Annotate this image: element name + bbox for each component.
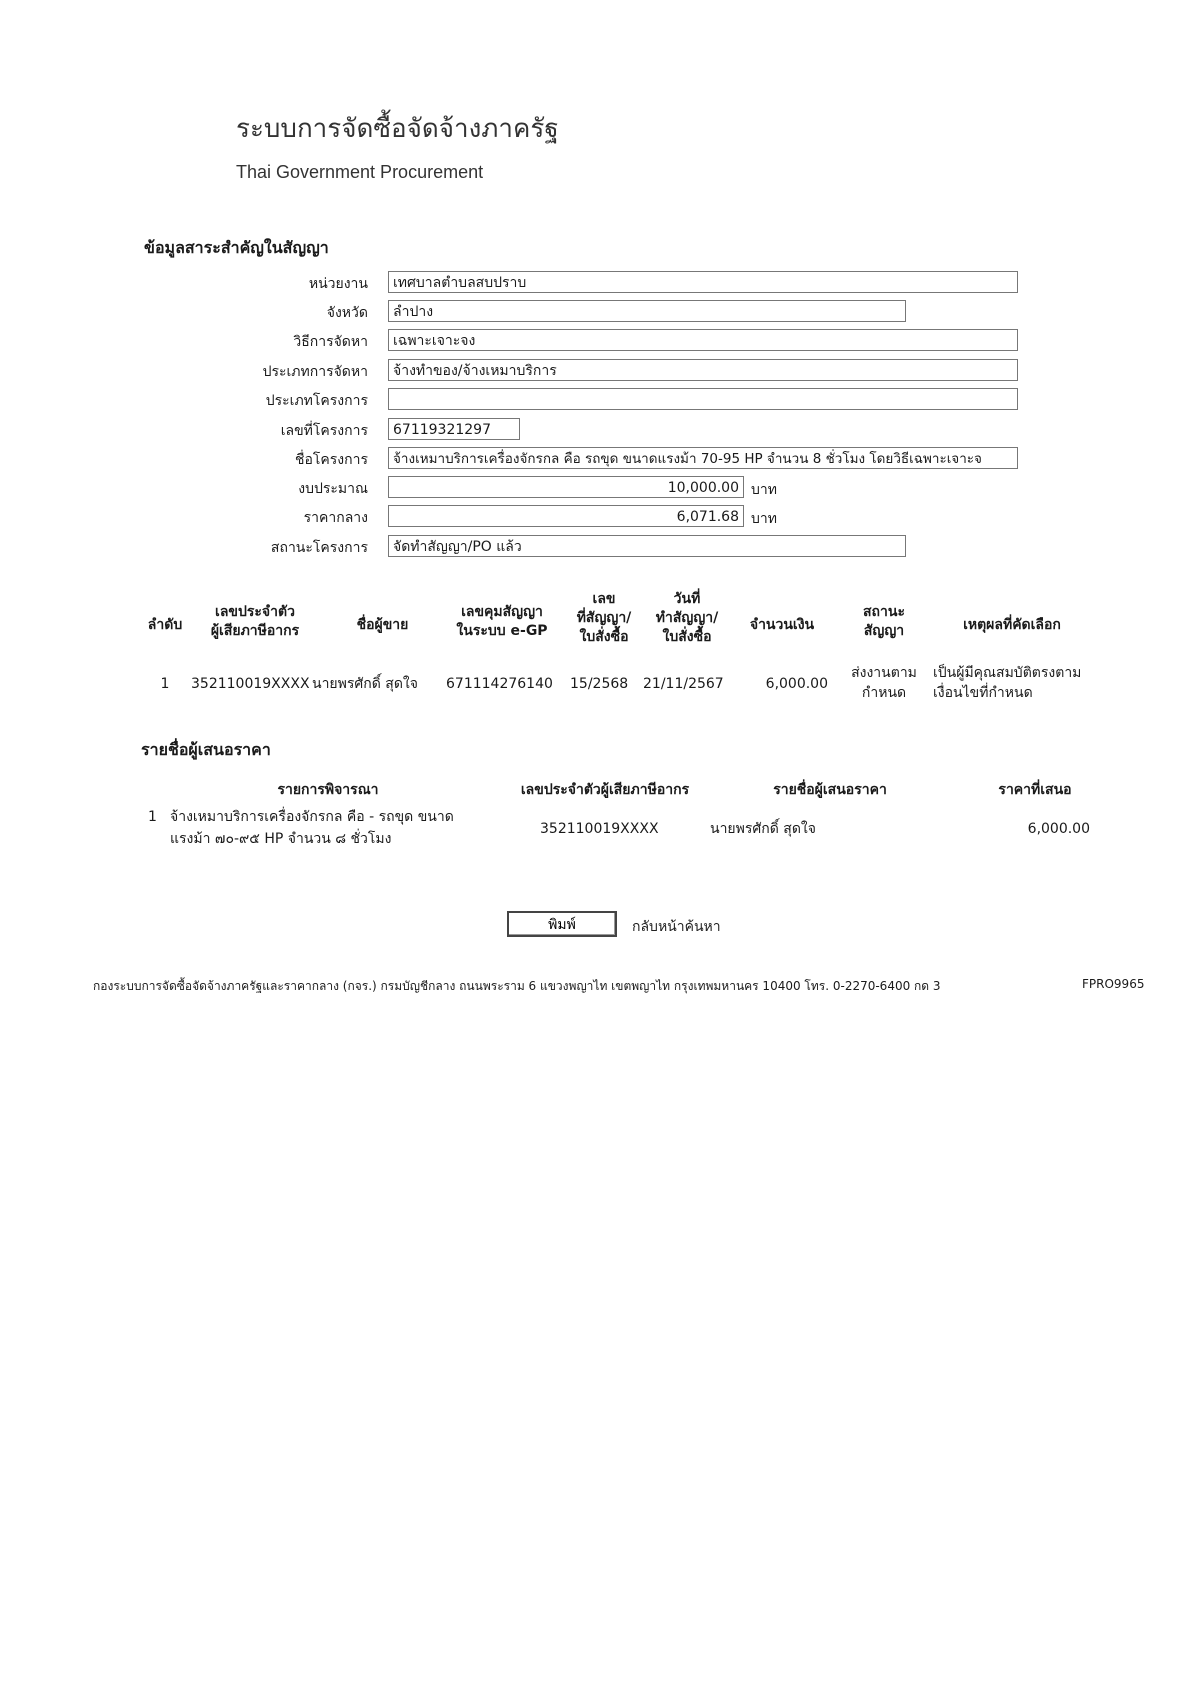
contract-info-heading: ข้อมูลสาระสำคัญในสัญญา (144, 238, 329, 257)
row-order: 1 (160, 676, 170, 692)
project-number-field: 67119321297 (388, 418, 520, 440)
project-type-field (388, 388, 1018, 410)
agency-field: เทศบาลตำบลสบปราบ (388, 271, 1018, 293)
row-contract-no: 15/2568 (570, 676, 629, 692)
col-contract-date-line3: ใบสั่งซื้อ (662, 629, 712, 645)
agency-label: หน่วยงาน (308, 276, 368, 292)
col-bidder-tax-id: เลขประจำตัวผู้เสียภาษีอากร (520, 782, 690, 798)
bidder-row-item-line2: แรงม้า ๗๐-๙๕ HP จำนวน ๘ ชั่วโมง (170, 831, 392, 847)
back-to-search-link[interactable]: กลับหน้าค้นหา (632, 919, 721, 935)
col-tax-id-line2: ผู้เสียภาษีอากร (210, 623, 300, 639)
col-contract-no-line3: ใบสั่งซื้อ (579, 629, 629, 645)
bidder-row-price: 6,000.00 (1027, 821, 1090, 837)
budget-field: 10,000.00 (388, 476, 744, 498)
province-field: ลำปาง (388, 300, 906, 322)
col-status-line1: สถานะ (863, 604, 905, 620)
footer-code: FPRO9965 (1082, 977, 1145, 991)
bidder-row-tax-id: 352110019XXXX (540, 821, 659, 837)
project-name-label: ชื่อโครงการ (294, 452, 368, 468)
col-control-no-line1: เลขคุมสัญญา (461, 604, 543, 620)
row-seller: นายพรศักดิ์ สุดใจ (312, 676, 418, 692)
col-status-line2: สัญญา (863, 623, 905, 639)
footer-address: กองระบบการจัดซื้อจัดจ้างภาครัฐและราคากลาง (กจร.) กรมบัญชีกลาง ถนนพระราม 6 แขวงพญาไท เขตพญาไท กรุงเทพมหานคร 10400 โทร. 0-2270-6400 กด 3 (93, 979, 941, 993)
project-number-label: เลขที่โครงการ (280, 423, 368, 439)
row-status-line1: ส่งงานตาม (851, 665, 917, 681)
budget-label: งบประมาณ (298, 481, 368, 497)
col-item: รายการพิจารณา (277, 782, 379, 798)
print-button[interactable]: พิมพ์ (507, 911, 617, 937)
bidder-row-order: 1 (148, 809, 157, 825)
procurement-method-field: เฉพาะเจาะจง (388, 329, 1018, 351)
project-type-label: ประเภทโครงการ (265, 393, 368, 409)
bidders-heading: รายชื่อผู้เสนอราคา (141, 740, 271, 759)
row-amount: 6,000.00 (765, 676, 828, 692)
median-price-field: 6,071.68 (388, 505, 744, 527)
row-control-no: 671114276140 (446, 676, 553, 692)
bidder-row-name: นายพรศักดิ์ สุดใจ (710, 821, 816, 837)
col-contract-no-line1: เลข (592, 591, 616, 607)
page-title-english: Thai Government Procurement (236, 162, 484, 182)
province-label: จังหวัด (326, 305, 368, 321)
col-contract-date-line1: วันที่ (673, 591, 701, 607)
col-amount: จำนวนเงิน (749, 617, 815, 633)
col-price: ราคาที่เสนอ (998, 782, 1072, 798)
procurement-type-label: ประเภทการจัดหา (262, 364, 368, 380)
procurement-method-label: วิธีการจัดหา (293, 334, 368, 350)
project-status-field: จัดทำสัญญา/PO แล้ว (388, 535, 906, 557)
col-reason: เหตุผลที่คัดเลือก (963, 617, 1061, 633)
row-status-line2: กำหนด (861, 685, 907, 701)
col-bidder-name: รายชื่อผู้เสนอราคา (773, 782, 887, 798)
col-seller: ชื่อผู้ขาย (356, 617, 409, 633)
bidder-row-item-line1: จ้างเหมาบริการเครื่องจักรกล คือ - รถขุด ขนาด (170, 809, 454, 825)
col-contract-date-line2: ทำสัญญา/ (655, 610, 719, 626)
row-reason-line1: เป็นผู้มีคุณสมบัติตรงตาม (933, 665, 1082, 681)
col-control-no-line2: ในระบบ e-GP (456, 623, 548, 639)
budget-unit: บาท (751, 482, 777, 498)
row-reason-line2: เงื่อนไขที่กำหนด (933, 685, 1033, 701)
median-price-unit: บาท (751, 511, 777, 527)
project-name-field: จ้างเหมาบริการเครื่องจักรกล คือ รถขุด ขนาดแรงม้า 70-95 HP จำนวน 8 ชั่วโมง โดยวิธีเฉพาะเจาะจ (388, 447, 1018, 469)
row-contract-date: 21/11/2567 (643, 676, 724, 692)
median-price-label: ราคากลาง (303, 510, 368, 526)
row-tax-id: 352110019XXXX (191, 676, 310, 692)
col-tax-id-line1: เลขประจำตัว (215, 604, 295, 620)
col-contract-no-line2: ที่สัญญา/ (576, 610, 632, 626)
project-status-label: สถานะโครงการ (270, 540, 368, 556)
procurement-type-field: จ้างทำของ/จ้างเหมาบริการ (388, 359, 1018, 381)
col-order: ลำดับ (147, 617, 183, 633)
page-title-thai: ระบบการจัดซื้อจัดจ้างภาครัฐ (236, 114, 559, 144)
